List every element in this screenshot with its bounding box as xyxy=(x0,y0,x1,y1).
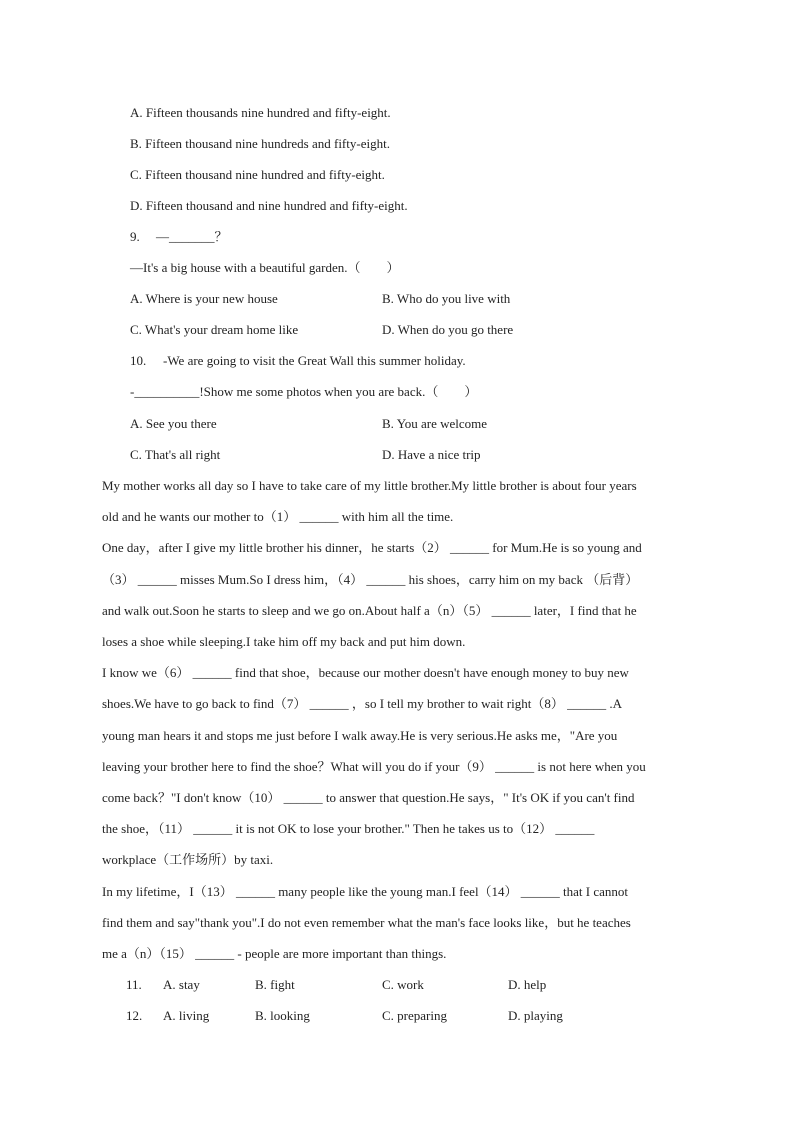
q12-option-b: B. looking xyxy=(255,1008,310,1023)
passage-line: shoes.We have to go back to find（7） ______ ，so I tell my brother to wait right（8） ______ .A xyxy=(102,696,622,711)
q9-option-a: A. Where is your new house xyxy=(130,291,278,306)
passage-line: young man hears it and stops me just before I walk away.He is very serious.He asks me，"Are you xyxy=(102,728,618,743)
passage-line: old and he wants our mother to（1） ______ with him all the time. xyxy=(102,509,454,524)
passage-line: me a（n）（15） ______ - people are more important than things. xyxy=(102,946,447,961)
q11-option-d: D. help xyxy=(508,977,547,992)
q9-option-d: D. When do you go there xyxy=(382,322,514,337)
q10-reply: -__________!Show me some photos when you are back.（ ） xyxy=(130,384,478,399)
passage-line: the shoe，（11） ______ it is not OK to lose your brother." Then he takes us to（12） ______ xyxy=(102,821,595,836)
q10-option-c: C. That's all right xyxy=(130,447,221,462)
q11-option-a: A. stay xyxy=(163,977,200,992)
q12-option-c: C. preparing xyxy=(382,1008,447,1023)
passage-line: loses a shoe while sleeping.I take him off my back and put him down. xyxy=(102,634,466,649)
passage-line: come back？"I don't know（10） ______ to answer that question.He says，" It's OK if you can't find xyxy=(102,790,635,805)
q12-option-a: A. living xyxy=(163,1008,210,1023)
q10-option-d: D. Have a nice trip xyxy=(382,447,481,462)
q11-option-c: C. work xyxy=(382,977,424,992)
passage-line: In my lifetime，I（13） ______ many people like the young man.I feel（14） ______ that I cannot xyxy=(102,884,629,899)
q10-number: 10. xyxy=(130,353,147,368)
q8-option-c: C. Fifteen thousand nine hundred and fifty-eight. xyxy=(130,167,385,182)
q9-prompt: —_______？ xyxy=(156,229,228,244)
passage-line: workplace（工作场所）by taxi. xyxy=(102,852,274,867)
q10-prompt: -We are going to visit the Great Wall this summer holiday. xyxy=(163,353,466,368)
q10-option-b: B. You are welcome xyxy=(382,416,488,431)
q9-option-c: C. What's your dream home like xyxy=(130,322,299,337)
passage-line: I know we（6） ______ find that shoe，because our mother doesn't have enough money to buy new xyxy=(102,665,629,680)
q11-number: 11. xyxy=(126,977,142,992)
passage-line: One day，after I give my little brother his dinner，he starts（2） ______ for Mum.He is so young and xyxy=(102,540,642,555)
passage-line: My mother works all day so I have to take care of my little brother.My little brother is about four years xyxy=(102,478,637,493)
q8-option-a: A. Fifteen thousands nine hundred and fifty-eight. xyxy=(130,105,391,120)
passage-line: find them and say"thank you".I do not even remember what the man's face looks like，but he teaches xyxy=(102,915,631,930)
q11-option-b: B. fight xyxy=(255,977,295,992)
q9-reply: —It's a big house with a beautiful garden.（ ） xyxy=(130,260,400,275)
passage-line: leaving your brother here to find the shoe？What will you do if your（9） ______ is not here when you xyxy=(102,759,646,774)
passage-line: and walk out.Soon he starts to sleep and we go on.About half a（n）（5） ______ later，I find that he xyxy=(102,603,637,618)
passage-line: （3） ______ misses Mum.So I dress him，（4） ______ his shoes，carry him on my back （后背） xyxy=(102,572,639,587)
q9-number: 9. xyxy=(130,229,140,244)
q12-number: 12. xyxy=(126,1008,143,1023)
q12-option-d: D. playing xyxy=(508,1008,563,1023)
q10-option-a: A. See you there xyxy=(130,416,217,431)
q9-option-b: B. Who do you live with xyxy=(382,291,511,306)
q8-option-d: D. Fifteen thousand and nine hundred and fifty-eight. xyxy=(130,198,408,213)
q8-option-b: B. Fifteen thousand nine hundreds and fifty-eight. xyxy=(130,136,390,151)
